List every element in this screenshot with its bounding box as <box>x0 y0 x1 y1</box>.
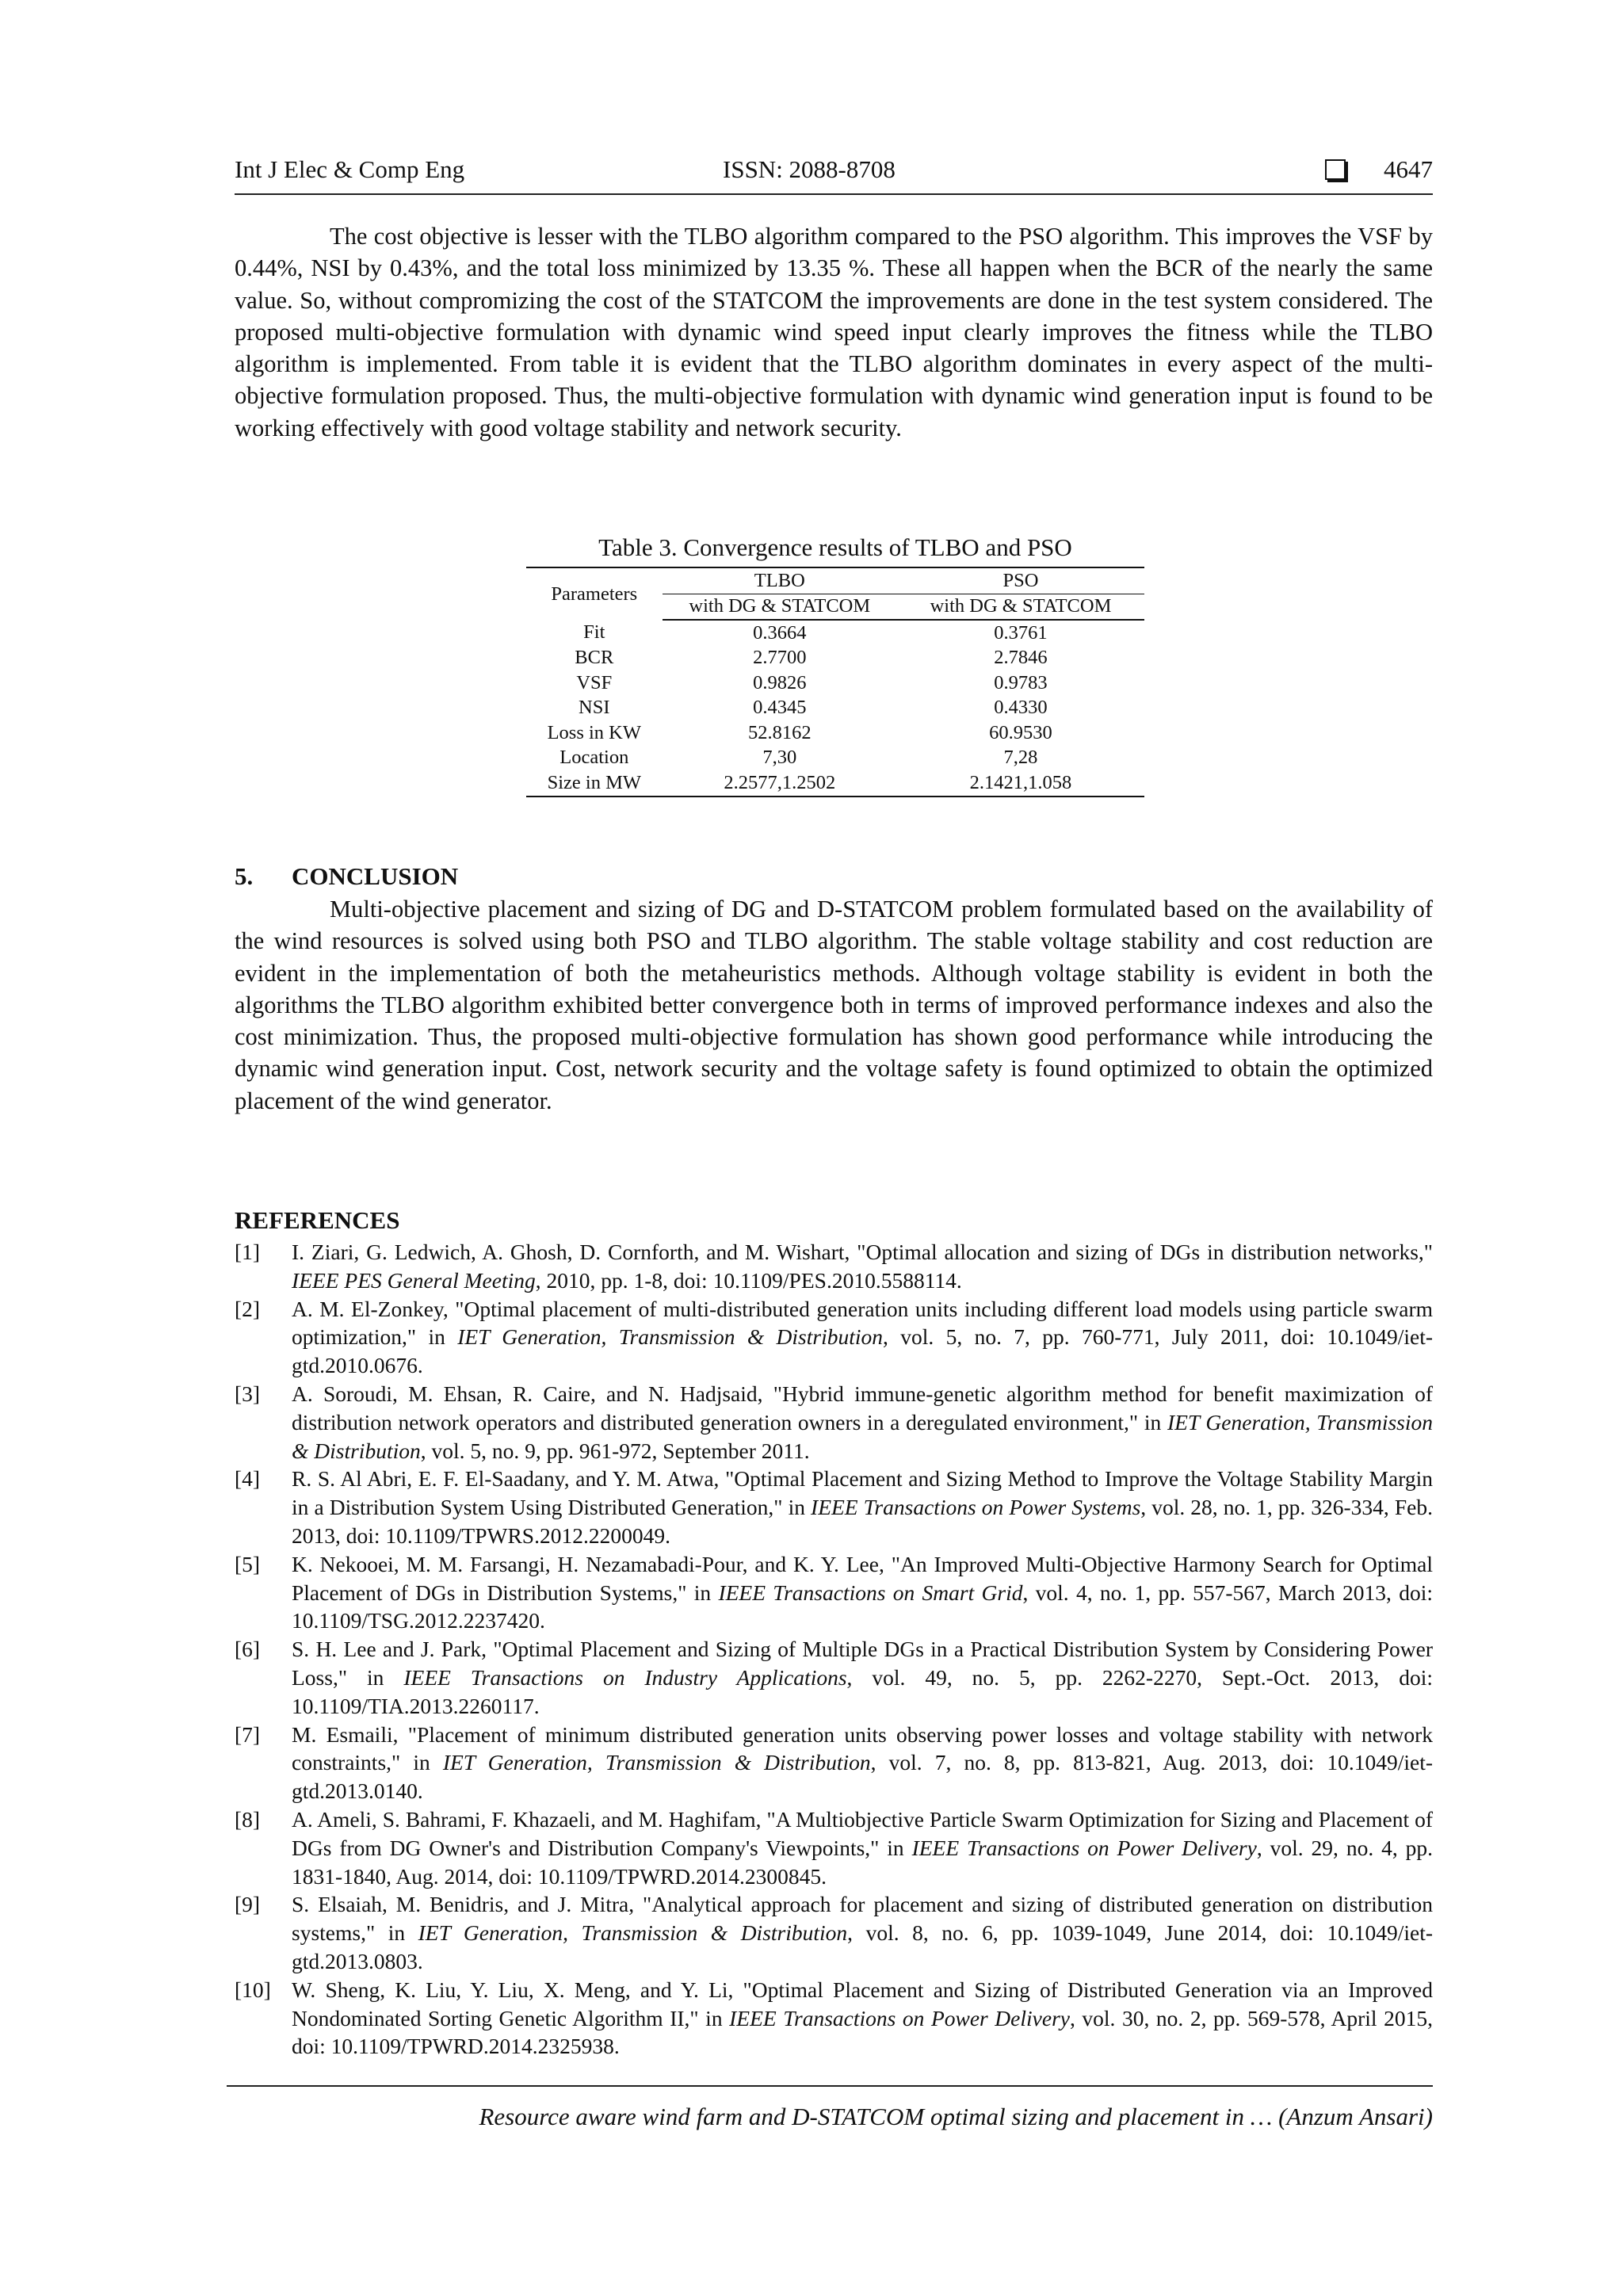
reference-authors-title: S. Elsaiah, M. Benidris, and J. Mitra, "Analytical approach for placement and sizing of distributed generation on distribution systems," in <box>292 1892 1433 1946</box>
reference-list <box>235 1238 1433 2061</box>
table-caption: Table 3. Convergence results of TLBO and PSO <box>598 533 1072 561</box>
param-cell: VSF <box>576 671 613 693</box>
reference-number: [8] <box>235 1806 261 1832</box>
reference-text <box>292 1890 1433 1975</box>
conclusion-paragraph: Multi-objective placement and sizing of DG and D-STATCOM problem formulated based on the availability of the wind resources is solved using both PSO and TLBO algorithm. The stable voltage stability and cost reduction are evident in the implementation of both the metaheuristics methods. Although voltage stability is evident in both the algorithms the TLBO algorithm exhibited better convergence both in terms of improved performance indexes and also the cost minimization. Thus, the proposed multi-objective formulation has shown good performance while introducing the dynamic wind generation input. Cost, network security and the voltage safety is found optimized to obtain the optimized placement of the wind generator. <box>235 896 1433 1114</box>
reference-number: [10] <box>235 1977 271 2002</box>
reference-number: [6] <box>235 1637 261 1662</box>
reference-text <box>292 1635 1433 1720</box>
tlbo-cell: 0.3664 <box>753 621 807 644</box>
issn-number: ISSN: 2088-8708 <box>723 155 896 183</box>
tlbo-header: TLBO <box>663 567 897 594</box>
table-row <box>526 720 1144 746</box>
reference-number: [2] <box>235 1296 261 1321</box>
reference-item <box>235 1295 1433 1380</box>
pso-cell: 2.1421,1.058 <box>897 770 1144 797</box>
reference-number: [5] <box>235 1551 261 1576</box>
param-cell: NSI <box>579 697 610 719</box>
table-body <box>526 620 1144 797</box>
reference-number: [3] <box>235 1381 261 1406</box>
tlbo-cell: 2.7700 <box>753 647 807 669</box>
tlbo-subheader: with DG & STATCOM <box>663 594 897 620</box>
reference-details: , vol. 30, no. 2, pp. 569-578, April 2015, doi: 10.1109/TPWRD.2014.2325938. <box>292 2005 1433 2059</box>
param-cell: Fit <box>583 621 605 644</box>
page-number: 4647 <box>1384 155 1433 183</box>
reference-item <box>235 1635 1433 1720</box>
reference-text <box>292 1721 1433 1805</box>
reference-item <box>235 1976 1433 2061</box>
reference-venue: IEEE Transactions on Industry Applications <box>403 1664 847 1690</box>
pso-cell: 60.9530 <box>989 721 1052 743</box>
results-discussion-paragraph: The cost objective is lesser with the TLBO algorithm compared to the PSO algorithm. This improves the VSF by 0.44%, NSI by 0.43%, and the total loss minimized by 13.35 %. These all happen when the BCR of the nearly the same value. So, without compromizing the cost of the STATCOM the improvements are done in the test system considered. The proposed multi-objective formulation with dynamic wind speed input clearly improves the fitness while the TLBO algorithm is implemented. From table it is evident that the TLBO algorithm dominates in every aspect of the multi-objective formulation proposed. Thus, the multi-objective formulation with dynamic wind generation input is found to be working effectively with good voltage stability and network security. <box>235 223 1433 441</box>
table-row <box>526 770 1144 797</box>
reference-authors-title: A. Ameli, S. Bahrami, F. Khazaeli, and M. Haghifam, "A Multiobjective Particle Swarm Optimization for Sizing and Placement of DGs from DG Owner's and Distribution Company's Viewpoints," in <box>292 1806 1433 1860</box>
table-row <box>526 696 1144 721</box>
param-cell: Size in MW <box>526 770 663 797</box>
reference-venue: IEEE PES General Meeting <box>292 1267 536 1293</box>
reference-text <box>292 1976 1433 2061</box>
section-heading <box>235 862 458 891</box>
reference-text <box>292 1550 1433 1635</box>
reference-details: , vol. 49, no. 5, pp. 2262-2270, Sept.-Oct. 2013, doi: 10.1109/TIA.2013.2260117. <box>292 1664 1433 1718</box>
page-footer: Resource aware wind farm and D-STATCOM optimal sizing and placement in … (Anzum Ansari) <box>479 2103 1433 2130</box>
reference-authors-title: S. H. Lee and J. Park, "Optimal Placement and Sizing of Multiple DGs in a Practical Distribution System by Considering Power Loss," in <box>292 1637 1433 1690</box>
reference-text <box>292 1295 1433 1380</box>
pso-cell: 7,28 <box>1003 747 1038 769</box>
reference-item <box>235 1721 1433 1805</box>
reference-item <box>235 1550 1433 1635</box>
reference-item <box>235 1465 1433 1549</box>
table-row <box>526 746 1144 771</box>
reference-item <box>235 1805 1433 1890</box>
section-number: 5. <box>235 862 254 890</box>
reference-authors-title: I. Ziari, G. Ledwich, A. Ghosh, D. Cornforth, and M. Wishart, "Optimal allocation and sizing of DGs in distribution networks," <box>292 1240 1433 1264</box>
reference-authors-title: M. Esmaili, "Placement of minimum distributed generation units observing power losses and voltage stability with network constraints," in <box>292 1721 1433 1775</box>
table-row <box>526 620 1144 646</box>
reference-details: , vol. 5, no. 7, pp. 760-771, July 2011, doi: 10.1049/iet-gtd.2010.0676. <box>292 1324 1434 1378</box>
tlbo-cell: 0.4345 <box>753 697 807 719</box>
reference-venue: IET Generation, Transmission & Distribution <box>442 1750 871 1775</box>
pso-cell: 0.9783 <box>994 671 1048 693</box>
checkbox-square-icon <box>1325 159 1346 180</box>
reference-item <box>235 1890 1433 1975</box>
reference-number: [7] <box>235 1721 261 1747</box>
param-cell: BCR <box>575 647 614 669</box>
reference-details: , vol. 4, no. 1, pp. 557-567, March 2013, doi: 10.1109/TSG.2012.2237420. <box>292 1580 1433 1633</box>
table-row <box>526 670 1144 696</box>
pso-cell: 2.7846 <box>994 647 1048 669</box>
tlbo-cell: 7,30 <box>762 747 797 769</box>
reference-venue: IEEE Transactions on Power Delivery <box>911 1835 1257 1860</box>
references-heading: REFERENCES <box>235 1206 400 1234</box>
reference-authors-title: R. S. Al Abri, E. F. El-Saadany, and Y. M. Atwa, "Optimal Placement and Sizing Method to Improve the Voltage Stability Margin in a Distribution System Using Distributed Generation," in <box>292 1466 1433 1520</box>
reference-number: [9] <box>235 1892 261 1917</box>
reference-details: , vol. 28, no. 1, pp. 326-334, Feb. 2013, doi: 10.1109/TPWRS.2012.2200049. <box>292 1495 1433 1548</box>
reference-item <box>235 1238 1433 1295</box>
pso-cell: 0.4330 <box>994 697 1048 719</box>
param-cell: Loss in KW <box>547 721 641 743</box>
reference-details: , vol. 8, no. 6, pp. 1039-1049, June 2014, doi: 10.1049/iet-gtd.2013.0803. <box>292 1920 1433 1973</box>
param-cell: Location <box>559 747 629 769</box>
reference-text <box>292 1238 1433 1295</box>
tlbo-cell: 52.8162 <box>747 721 812 743</box>
reference-text <box>292 1805 1433 1890</box>
reference-venue: IEEE Transactions on Smart Grid <box>718 1580 1023 1605</box>
reference-authors-title: W. Sheng, K. Liu, Y. Liu, X. Meng, and Y. Li, "Optimal Placement and Sizing of Distributed Generation via an Improved Nondominated Sorting Genetic Algorithm II," in <box>292 1977 1433 2030</box>
section-title: CONCLUSION <box>292 862 459 890</box>
tlbo-cell: 2.2577,1.2502 <box>663 770 897 797</box>
footer-rule <box>227 2085 1433 2087</box>
convergence-results-table <box>526 567 1144 797</box>
reference-item <box>235 1380 1433 1465</box>
pso-subheader: with DG & STATCOM <box>897 594 1144 620</box>
reference-authors-title: A. M. El-Zonkey, "Optimal placement of multi-distributed generation units including different load models using particle swarm optimization," in <box>292 1296 1433 1350</box>
reference-number: [1] <box>235 1240 261 1264</box>
table-header-row <box>526 567 1144 594</box>
journal-name: Int J Elec & Comp Eng <box>235 155 465 183</box>
tlbo-cell: 0.9826 <box>753 671 807 693</box>
reference-number: [4] <box>235 1466 261 1492</box>
reference-details: , vol. 29, no. 4, pp. 1831-1840, Aug. 2014, doi: 10.1109/TPWRD.2014.2300845. <box>292 1835 1434 1889</box>
reference-text <box>292 1465 1433 1549</box>
reference-authors-title: K. Nekooei, M. M. Farsangi, H. Nezamabadi-Pour, and K. Y. Lee, "An Improved Multi-Objective Harmony Search for Optimal Placement of DGs in Distribution Systems," in <box>292 1551 1433 1605</box>
reference-authors-title: A. Soroudi, M. Ehsan, R. Caire, and N. Hadjsaid, "Hybrid immune-genetic algorithm method for benefit maximization of distribution network operators and distributed generation owners in a deregulated environment," in <box>292 1381 1433 1435</box>
pso-header: PSO <box>897 567 1144 594</box>
reference-text <box>292 1380 1433 1465</box>
reference-details: , 2010, pp. 1-8, doi: 10.1109/PES.2010.5588114. <box>535 1267 962 1293</box>
reference-venue: IET Generation, Transmission & Distribution <box>292 1409 1434 1463</box>
parameters-header: Parameters <box>526 567 663 620</box>
table-row <box>526 646 1144 671</box>
reference-venue: IEEE Transactions on Power Systems <box>811 1495 1141 1520</box>
reference-details: , vol. 5, no. 9, pp. 961-972, September 2011. <box>420 1438 810 1463</box>
pso-cell: 0.3761 <box>994 621 1048 644</box>
page-header <box>235 155 1433 195</box>
reference-venue: IET Generation, Transmission & Distribution <box>418 1920 848 1946</box>
reference-venue: IEEE Transactions on Power Delivery <box>729 2005 1070 2030</box>
reference-venue: IET Generation, Transmission & Distribution <box>457 1324 884 1350</box>
reference-details: , vol. 7, no. 8, pp. 813-821, Aug. 2013, doi: 10.1049/iet-gtd.2013.0140. <box>292 1750 1434 1804</box>
